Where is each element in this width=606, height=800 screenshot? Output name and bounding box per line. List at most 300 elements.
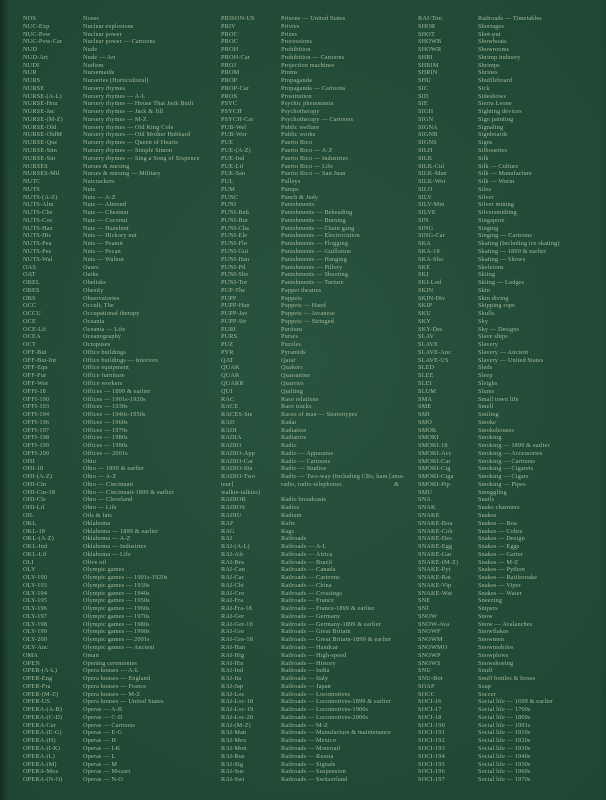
index-row [221,248,421,256]
subject-code: OPER-(A-L) [23,667,58,675]
subject-description: Nuts — Hazelnut [83,224,129,232]
subject-description: Shuffleboard [478,77,513,85]
subject-code: OKL-18 [23,527,46,535]
subject-code: PROP-Car [221,84,249,92]
subject-description: Oceania — Life [83,325,126,333]
subject-description: Snake charmers [478,504,520,512]
subject-description: Railroads — Switzerland [281,776,348,784]
subject-description: Puerto Rico — Life [281,162,333,170]
subject-description: Snakes — Garter [478,550,524,558]
subject-description: Oceania [83,317,105,325]
subject-code: OFF-Bui-Int [23,356,57,364]
subject-description: Soccer [478,690,496,698]
index-row [221,326,421,334]
index-row [221,535,421,543]
subject-description: Soap [478,682,492,690]
subject-code: SILK-Wor [418,178,446,186]
index-row [23,116,219,124]
index-row [418,745,604,753]
subject-code: OPER-(M-Z) [23,690,59,698]
subject-description: Prisons — United States [281,15,346,22]
subject-code: NURSE-Sin [23,154,56,162]
subject-code: RADIO-Stu [221,465,253,473]
index-row [418,248,604,256]
subject-code: RAI-(A-L) [221,543,250,551]
index-row [221,636,421,644]
index-row [221,520,421,528]
subject-description: Snowmen [478,636,505,644]
index-row [418,46,604,54]
subject-code: NURSE-(A-L) [23,92,62,100]
subject-code: PUE-San [221,170,246,178]
subject-description: Puerto Rico — Industries [281,154,349,162]
subject-code: RAI-Ger [221,612,245,620]
index-row [418,504,604,512]
index-row [221,279,421,287]
subject-code: RAI-Sus [221,768,244,776]
index-row [23,139,219,147]
subject-description: Offices — 1990s [83,442,128,450]
subject-code: SNAKE-Des [418,535,452,543]
subject-description: Opera houses — United States [83,698,164,706]
subject-description: Opera houses — France [83,682,147,690]
index-row [221,93,421,101]
subject-code: RAI-Cro [221,589,245,597]
subject-code: QUAK [221,364,240,372]
subject-code: OFF-Bui [23,348,47,356]
subject-code: SILK [418,154,433,162]
subject-description: Nuts — Chestnut [83,209,129,217]
subject-description: Nursery rhymes — House That Jack Built [83,100,194,108]
subject-description: Slavery — United States [478,356,544,364]
index-row [23,458,219,466]
subject-code: RAI-Mex [221,737,247,745]
subject-code: OPER-Eng [23,675,53,683]
index-row [221,504,421,512]
subject-code: SLAVE [418,341,439,349]
index-row [221,419,421,427]
index-row [221,566,421,574]
subject-code: RAI-Rus [221,752,245,760]
subject-code: NUDI [23,61,40,69]
subject-code: RAI-Gre-18 [221,636,253,644]
index-row [418,225,604,233]
index-row [23,481,219,489]
subject-description: Singing [478,224,499,232]
index-row [221,287,421,295]
subject-description: Nutcrackers [83,178,115,186]
subject-description: Sick [478,84,490,92]
subject-code: OLY-190 [23,574,47,582]
subject-description: Railroads — Manufacture & maintenance [281,729,392,737]
index-row [221,271,421,279]
subject-description: Nursery rhymes — M-Z [83,115,147,123]
subject-code: SMA [418,395,433,403]
subject-description: Railroads — Brazil [281,558,333,566]
index-row [221,753,421,761]
index-row [418,582,604,590]
index-row [23,318,219,326]
subject-code: SILO [418,185,433,193]
subject-description: Rafts [281,519,295,527]
index-row [221,256,421,264]
index-row [23,582,219,590]
subject-description: Opera houses — M-Z [83,690,141,698]
subject-code: SIGN [418,115,434,123]
subject-code: SNAKE-Pyt [418,566,451,574]
index-row [418,652,604,660]
index-row [23,628,219,636]
index-row [221,434,421,442]
index-row [221,372,421,380]
subject-code: PUP-The [221,286,246,294]
subject-description: Smoking — Accessories [478,449,543,457]
index-row [23,302,219,310]
subject-description: Nursery rhymes — Sing a Song of Sixpence [83,154,200,162]
subject-code: SLAV [418,333,435,341]
index-row [23,621,219,629]
index-row [23,768,219,776]
subject-code: PUNI-Flo [221,240,248,248]
index-row [418,543,604,551]
index-row [221,85,421,93]
subject-code: NUC-Pow-Car [23,38,63,46]
subject-description: Snakes — Cobra [478,527,523,535]
index-row [418,535,604,543]
subject-description: Snakes — M-Z [478,558,519,566]
index-row [23,566,219,574]
subject-code: RAI-Tim [418,15,443,22]
subject-code: OPEN [23,659,40,667]
subject-code: OBEL [23,279,40,287]
index-row [221,38,421,46]
subject-description: Processions [281,38,313,46]
index-row [23,186,219,194]
subject-code: OHI-Cin-18 [23,488,55,496]
subject-code: PUNI-Gui [221,247,249,255]
subject-code: NUTS-Pea [23,240,52,248]
subject-code: SLUM [418,387,436,395]
subject-description: Prohibition [281,46,311,54]
subject-code: SKI [418,271,429,279]
index-row [23,465,219,473]
subject-code: OLY [23,566,36,574]
subject-description: Observatories [83,294,120,302]
subject-description: Public works [281,131,316,139]
subject-code: SOCI-190 [418,721,445,729]
index-row [23,225,219,233]
index-row [221,155,421,163]
subject-code: OLY-Anc [23,644,49,652]
index-row [418,108,604,116]
index-row [221,543,421,551]
subject-description: Public welfare [281,123,320,131]
index-row [23,737,219,745]
index-row [418,411,604,419]
subject-description: Oklahoma — A-Z [83,535,131,543]
subject-code: SNAKE-Rat [418,574,451,582]
index-row [23,333,219,341]
index-row [23,54,219,62]
subject-description: Snakes — Boa [478,519,517,527]
subject-description: Signs [478,139,493,147]
subject-description: Quarries [281,379,304,387]
subject-code: PUPP [221,294,237,302]
index-row [23,372,219,380]
index-row [221,108,421,116]
index-row [418,302,604,310]
subject-code: PROC [221,30,238,38]
index-row [221,761,421,769]
subject-description: Psychotherapy — Cartoons [281,115,354,123]
subject-code: PUNI-Cha [221,224,249,232]
subject-code: OFFI-200 [23,449,50,457]
subject-description: Opera houses — England [83,675,151,683]
subject-description: Social life — 1910s [478,729,531,737]
subject-description: Nurses & nursing — Military [83,170,161,178]
subject-code: SHOWR [418,46,442,54]
index-row [23,264,219,272]
subject-description: Silhouettes [478,147,508,155]
index-row [418,566,604,574]
subject-description: Oklahoma — 1899 & earlier [83,527,159,535]
subject-code: OLY-196 [23,605,47,613]
index-row [221,667,421,675]
subject-description: Snipers [478,605,498,613]
subject-code: SNAKE-Boa [418,519,453,527]
index-row [23,155,219,163]
index-row [221,217,421,225]
subject-code: SKI-Lod [418,279,442,287]
subject-description: Social life — 1800s [478,713,531,721]
subject-description: Offices — 1930s [83,403,128,411]
index-row [23,271,219,279]
subject-code: OPERA-(N-O) [23,776,63,784]
index-row [221,333,421,341]
subject-code: SILV [418,193,432,201]
subject-code: SMOKI-Acc [418,449,452,457]
subject-description: Snakes — Viper [478,581,521,589]
subject-code: NURSES-Mil [23,170,60,178]
index-row [23,551,219,559]
subject-description: Nuclear power [83,30,122,38]
subject-code: OHI-Lif [23,504,45,512]
index-row [418,667,604,675]
subject-description: Skeletons [478,263,504,271]
subject-description: Railroads — Germany-1899 & earlier [281,620,381,628]
subject-description: Railroads — Africa [281,550,333,558]
subject-description: Puerto Rico — San Juan [281,170,346,178]
index-row [418,240,604,248]
subject-description: Operas — Cartoons [83,721,136,729]
subject-code: SIGNA [418,123,438,131]
index-row [221,496,421,504]
index-row [418,512,604,520]
index-row [221,240,421,248]
subject-description: Silk — Culture [478,162,519,170]
index-row [221,170,421,178]
subject-code: SIE [418,100,428,108]
subject-description: Silos [478,185,492,193]
subject-code: NUD [23,46,38,54]
index-row [23,38,219,46]
index-row [23,776,219,784]
subject-code: OLY-198 [23,620,47,628]
subject-code: SID [418,92,429,100]
index-row [418,660,604,668]
subject-code: SILK-Cul [418,162,445,170]
subject-description: Operas — E-G [83,729,123,737]
index-column-1 [23,15,219,784]
index-row [23,613,219,621]
subject-description: Nursery rhymes — Queen of Hearts [83,139,178,147]
index-row [418,388,604,396]
subject-description: Octopuses [83,341,111,349]
subject-description: Signaling [478,123,504,131]
index-row [418,178,604,186]
subject-code: NURSES [23,162,48,170]
index-row [221,163,421,171]
subject-code: RADIO-Car [221,457,254,465]
index-row [221,481,421,489]
subject-description: Prostitution [281,92,312,100]
index-row [23,93,219,101]
index-row [418,737,604,745]
subject-description: Office furniture [83,372,125,380]
subject-description: Puzzles [281,341,302,349]
index-row [23,194,219,202]
index-row [221,131,421,139]
index-row [23,69,219,77]
index-row [221,737,421,745]
index-row [221,116,421,124]
subject-description: Smoking — Cartoons [478,457,536,465]
index-row [221,54,421,62]
subject-code: OFFI-198 [23,434,50,442]
subject-code: OPERA-(A-B) [23,706,63,714]
index-row [418,287,604,295]
index-row [221,706,421,714]
index-row [23,473,219,481]
index-row [418,139,604,147]
subject-description: Railroads — History [281,659,336,667]
subject-description: Snakes — Rattlesnake [478,574,538,582]
subject-code: SOCI-18 [418,713,442,721]
subject-description: Punishments — Flogging [281,240,349,248]
subject-code: SHOT [418,30,435,38]
subject-description: Operas — N-O [83,776,123,784]
index-row [221,396,421,404]
subject-description: Showrooms [478,46,510,54]
subject-description: Sleds [478,364,493,372]
subject-description: Qatar [281,356,296,364]
subject-description: Puppets — Javanese [281,310,335,318]
index-row [418,217,604,225]
index-row [418,264,604,272]
index-row [221,194,421,202]
subject-description [281,489,421,497]
subject-code: PROC [221,38,238,46]
subject-description: Purses [281,333,299,341]
subject-description: Nuts — Pecan [83,247,121,255]
subject-description: Propaganda [281,77,312,85]
index-row [418,706,604,714]
subject-code: SOCI-193 [418,744,445,752]
subject-code: OBES [23,286,40,294]
subject-code: PUNI [221,201,237,209]
subject-description: Railroads — Locomotives-2000s [281,713,369,721]
subject-code: OFFI-197 [23,426,50,434]
subject-code: SMOKI-18 [418,442,448,450]
subject-code: OCEA [23,333,41,341]
subject-description: Skiing — Lodges [478,279,525,287]
subject-description: Race relations [281,395,319,403]
index-row [418,489,604,497]
subject-code: OFF-Equ [23,364,48,372]
subject-description: Obesity [83,286,104,294]
index-row [221,232,421,240]
subject-code: OKL-Ind [23,543,48,551]
subject-code: PROM [221,69,240,77]
index-row [221,698,421,706]
subject-code: PUNI-Sho [221,271,249,279]
subject-code: RADIO-Two [221,473,256,481]
subject-code: OFFI-193 [23,403,50,411]
subject-description: Social life — 1970s [478,776,531,784]
index-row [23,698,219,706]
subject-code: OFF-Wor [23,379,49,387]
subject-description: Olympic games — 1950s [83,597,150,605]
subject-code: OPER-US [23,698,51,706]
index-row [418,23,604,31]
index-row [418,465,604,473]
index-row [221,178,421,186]
index-row [221,46,421,54]
subject-code: RAI-Man [221,729,247,737]
index-row [418,768,604,776]
index-row [221,23,421,31]
index-row [221,660,421,668]
subject-code: SIGNB [418,131,438,139]
subject-description: Office buildings — Interiors [83,356,159,364]
subject-description: Prohibition — Cartoons [281,53,345,61]
index-row [23,434,219,442]
subject-description: Olympic games — 1901s-1920s [83,574,168,582]
subject-code: SMOKI-Ciga [418,473,454,481]
index-row [23,279,219,287]
subject-code: SNOWMO [418,644,448,652]
subject-description: Smoke [478,418,497,426]
subject-description: Operas — H [83,737,117,745]
subject-description: Nursemaids [83,69,115,77]
subject-description: Sneezing [478,597,503,605]
subject-description: Punishments [281,201,315,209]
index-row [221,528,421,536]
index-row [23,714,219,722]
subject-description: Railroads — China [281,581,332,589]
subject-code: OFFI-199 [23,442,50,450]
subject-description: Oaths [83,271,99,279]
subject-description: Shrimp industry [478,53,521,61]
index-row [23,419,219,427]
index-row [221,473,421,481]
subject-code: SNOWS [418,659,441,667]
subject-code: PSYC [221,100,238,108]
index-row [221,411,421,419]
index-row [221,264,421,272]
index-row [418,675,604,683]
subject-code: SLAVE-US [418,356,449,364]
